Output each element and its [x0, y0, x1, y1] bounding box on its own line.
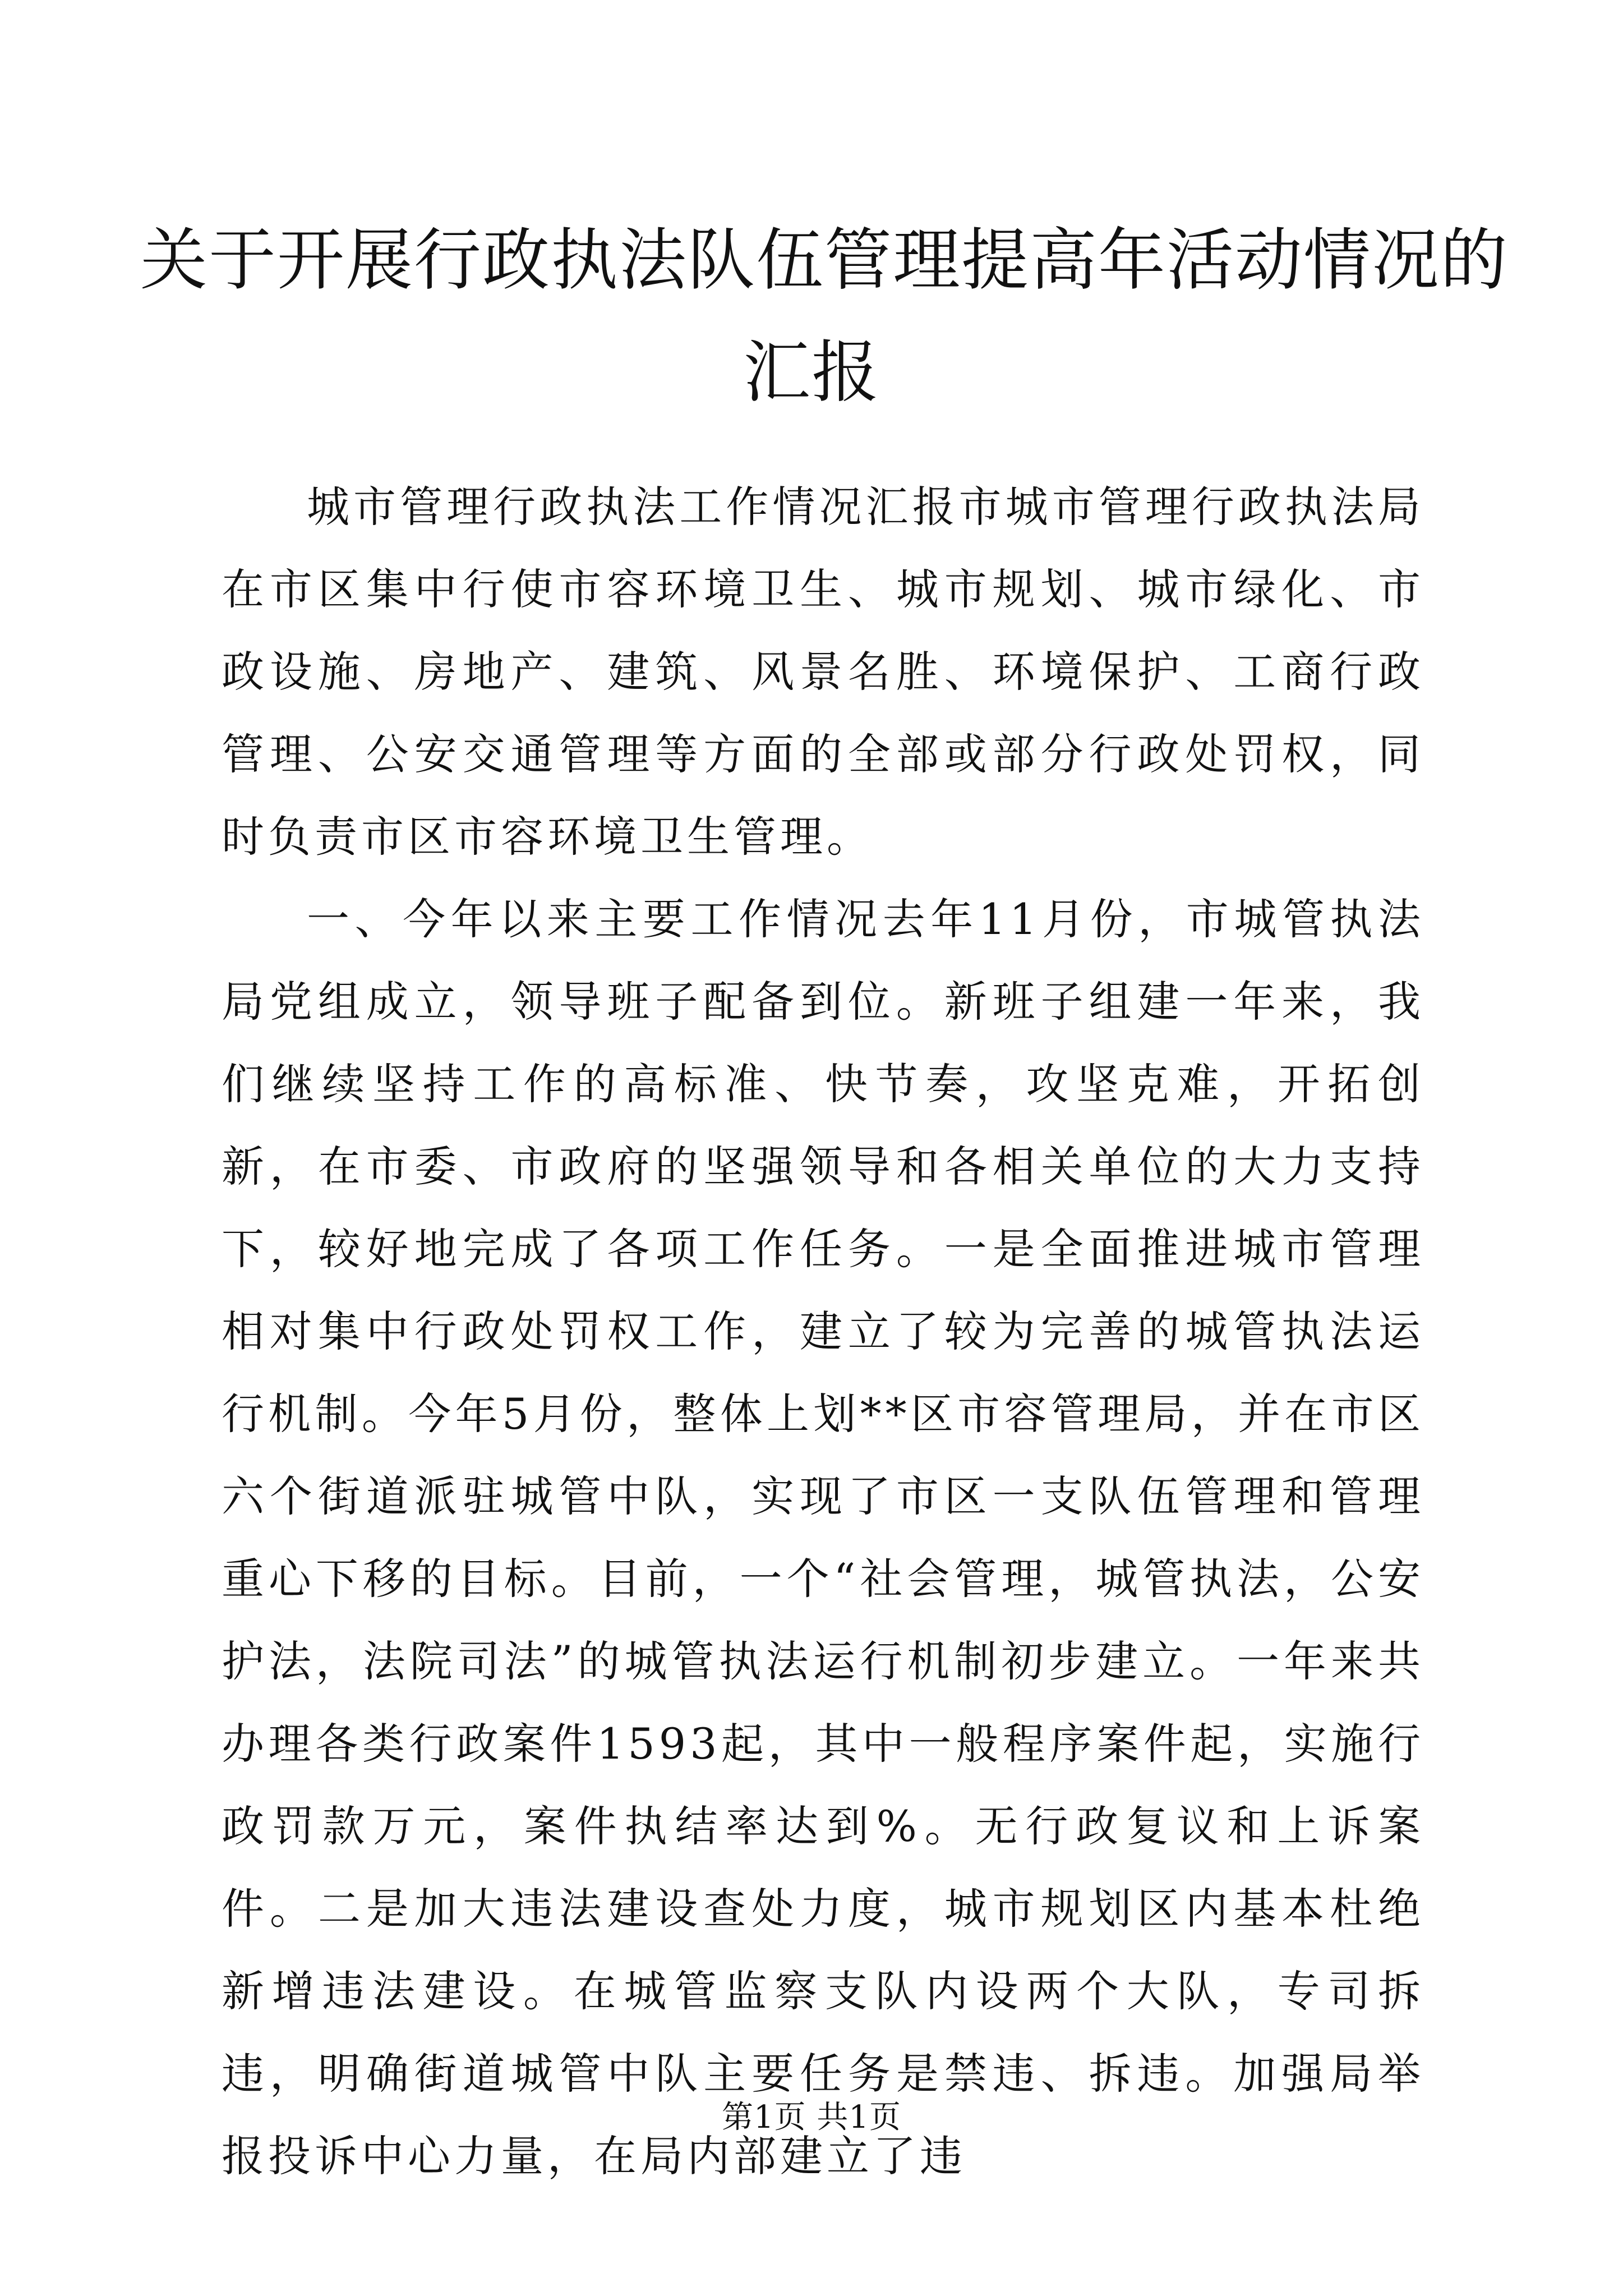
body-paragraph-1: 城市管理行政执法工作情况汇报市城市管理行政执法局在市区集中行使市容环境卫生、城市规划、城市绿化、市政设施、房地产、建筑、风景名胜、环境保护、工商行政管理、公安交通管理等方面的全部或部分行政处罚权，同时负责市区市容环境卫生管理。 — [222, 482, 1424, 862]
page-footer: 第1页 共1页 — [721, 2099, 902, 2136]
document-body — [222, 466, 1424, 2197]
body-paragraph-2: 一、今年以来主要工作情况去年11月份，市城管执法局党组成立，领导班子配备到位。新班子组建一年来，我们继续坚持工作的高标准、快节奏，攻坚克难，开拓创新，在市委、市政府的坚强领导和各相关单位的大力支持下，较好地完成了各项工作任务。一是全面推进城市管理相对集中行政处罚权工作，建立了较为完善的城管执法运行机制。今年5月份，整体上划**区市容管理局，并在市区六个街道派驻城管中队，实现了市区一支队伍管理和管理重心下移的目标。目前，一个“社会管理，城管执法，公安护法，法院司法”的城管执法运行机制初步建立。一年来共办理各类行政案件1593起，其中一般程序案件起，实施行政罚款万元，案件执结率达到%。无行政复议和上诉案件。二是加大违法建设查处力度，城市规划区内基本杜绝新增违法建设。在城管监察支队内设两个大队，专司拆违，明确街道城管中队主要任务是禁违、拆违。加强局举报投诉中心力量，在局内部建立了违 — [222, 894, 1424, 2181]
document-title-line-1: 关于开展行政执法队伍管理提高年活动情况的 — [140, 222, 1509, 300]
document-title-line-2: 汇报 — [743, 334, 880, 412]
